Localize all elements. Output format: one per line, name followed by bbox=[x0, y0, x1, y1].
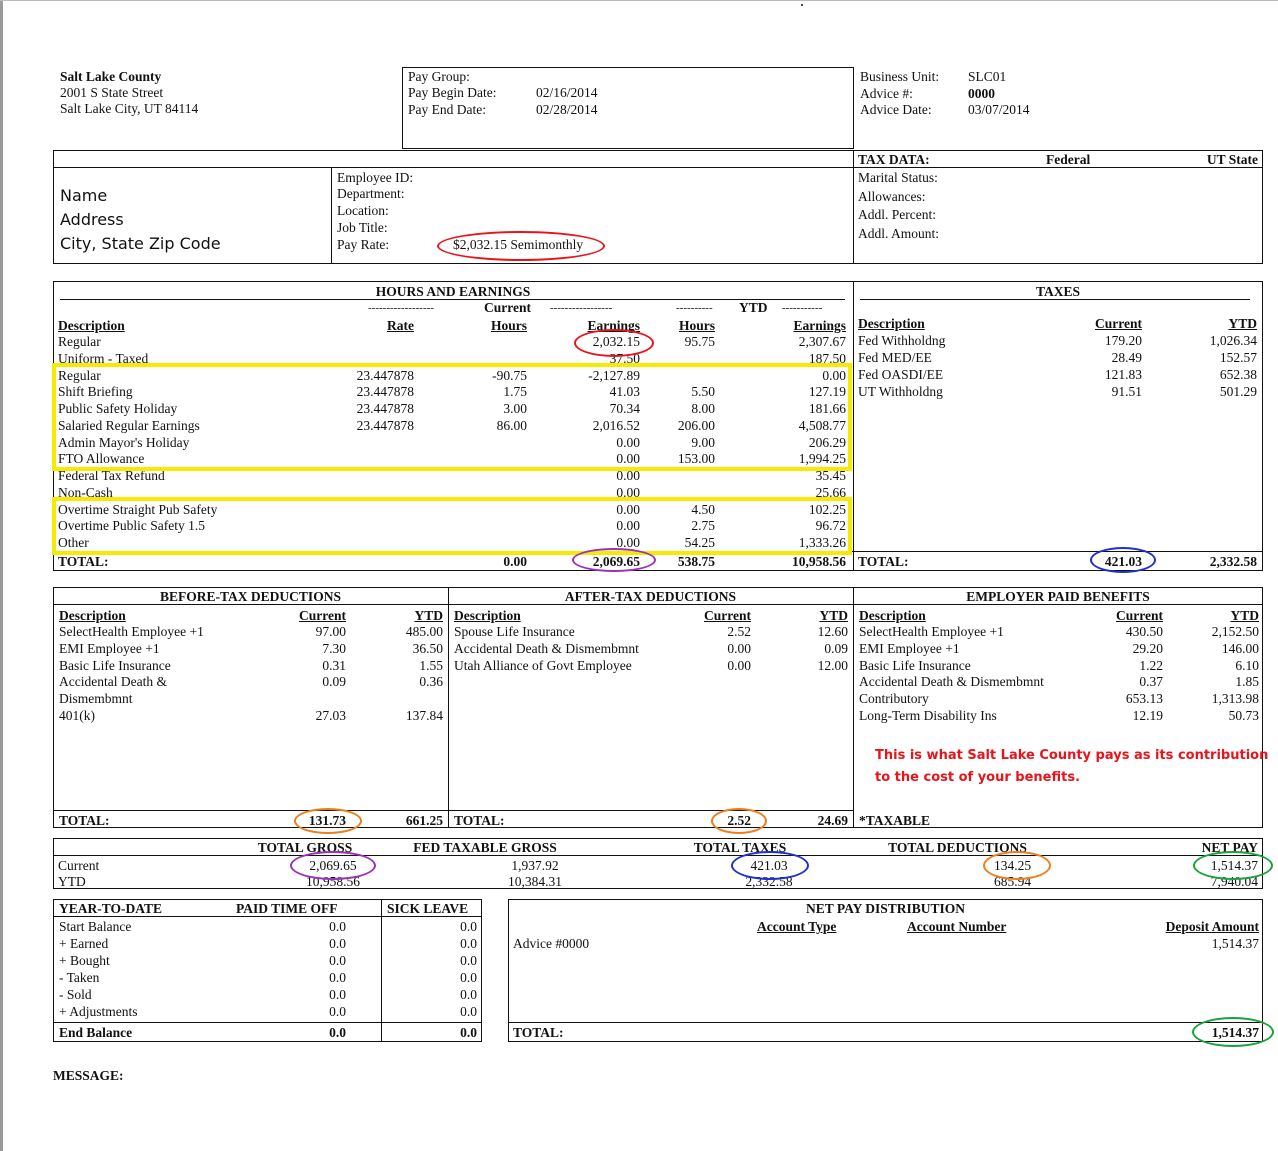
distribution-advice: Advice #0000 bbox=[513, 936, 590, 951]
employee-id-label: Employee ID: bbox=[337, 170, 414, 185]
before-tax-row-cell: 36.50 bbox=[412, 640, 443, 656]
hours-rate-header: Rate bbox=[387, 318, 414, 333]
advice-number: 0000 bbox=[968, 86, 995, 101]
ytd-gross: 10,958.56 bbox=[306, 874, 360, 889]
hours-row-cell: 0.00 bbox=[616, 518, 640, 534]
hours-row-cell: 70.34 bbox=[609, 401, 640, 416]
tax-row-cell: Fed OASDI/EE bbox=[858, 367, 944, 382]
oval-before-tax-total bbox=[294, 808, 362, 834]
leave-row-cell: 0.0 bbox=[329, 1003, 346, 1019]
after-tax-current-header: Current bbox=[704, 608, 751, 623]
after-tax-row-cell: 12.60 bbox=[817, 624, 848, 639]
tax-row-cell: 91.51 bbox=[1111, 384, 1142, 399]
tax-row-cell: 179.20 bbox=[1104, 333, 1142, 348]
hours-row-cell: Other bbox=[58, 535, 89, 550]
before-tax-total-current: 131.73 bbox=[308, 813, 346, 828]
tax-row-cell: 152.57 bbox=[1219, 350, 1257, 365]
hours-row-cell: 86.00 bbox=[496, 417, 527, 433]
net-pay-header: NET PAY bbox=[1201, 840, 1258, 855]
hours-row-cell: 8.00 bbox=[691, 401, 715, 416]
after-tax-row-cell: 12.00 bbox=[817, 657, 848, 673]
ytd-deductions: 685.94 bbox=[993, 874, 1032, 889]
addl-amount-label: Addl. Amount: bbox=[858, 226, 940, 241]
hours-ytd-hours-header: Hours bbox=[678, 318, 715, 333]
taxes-total-label: TOTAL: bbox=[858, 554, 909, 569]
employer-name: Salt Lake County bbox=[60, 69, 162, 84]
summary-current-label: Current bbox=[58, 858, 100, 873]
hours-row-cell: Public Safety Holiday bbox=[58, 401, 178, 416]
leave-row-cell: + Earned bbox=[59, 935, 109, 951]
hours-row-cell: 4.50 bbox=[691, 501, 715, 517]
hours-row-cell: 2,016.52 bbox=[592, 417, 640, 433]
before-tax-title: BEFORE-TAX DEDUCTIONS bbox=[160, 589, 341, 604]
addl-percent-label: Addl. Percent: bbox=[858, 207, 936, 222]
allowances-label: Allowances: bbox=[858, 189, 926, 204]
benefit-row-cell: 6.10 bbox=[1235, 657, 1259, 673]
hours-row-cell: 35.45 bbox=[815, 468, 846, 483]
before-tax-row-cell: 7.30 bbox=[322, 640, 346, 656]
tax-row-cell: Fed Withholdng bbox=[858, 333, 946, 348]
leave-row-cell: 0.0 bbox=[460, 986, 477, 1002]
benefits-note-line2: to the cost of your benefits. bbox=[875, 770, 1081, 785]
leave-pto-header: PAID TIME OFF bbox=[236, 901, 338, 916]
oval-total-taxes bbox=[1090, 547, 1156, 573]
hours-row-cell: 1,994.25 bbox=[798, 451, 846, 467]
business-unit: SLC01 bbox=[968, 69, 1007, 84]
oval-regular-earnings bbox=[574, 329, 654, 357]
hours-row-cell: Non-Cash bbox=[58, 484, 113, 500]
benefit-row-cell: 1.22 bbox=[1139, 657, 1163, 673]
before-tax-row-cell: 1.55 bbox=[419, 657, 443, 673]
leave-row-cell: - Taken bbox=[59, 969, 100, 985]
left-border bbox=[0, 0, 3, 1151]
hours-row-cell: 2,307.67 bbox=[798, 334, 846, 349]
hours-desc-header: Description bbox=[58, 318, 125, 333]
hours-row-cell: 0.00 bbox=[616, 535, 640, 550]
highlight-box-earnings bbox=[52, 363, 852, 471]
leave-row-cell: 0.0 bbox=[329, 952, 346, 968]
oval-deductions bbox=[983, 851, 1051, 880]
advice-label: Advice #: bbox=[860, 86, 913, 101]
hours-row-cell: -2,127.89 bbox=[588, 367, 640, 383]
hours-row-cell: 153.00 bbox=[677, 451, 715, 467]
hours-row-cell: 37.50 bbox=[609, 350, 640, 366]
taxes-total-current: 421.03 bbox=[1104, 554, 1142, 569]
oval-gross bbox=[290, 851, 376, 880]
employee-name: Name bbox=[60, 186, 108, 205]
dashes-c: ---------- bbox=[676, 302, 713, 314]
before-tax-row-cell: SelectHealth Employee +1 bbox=[59, 624, 204, 639]
after-tax-row-cell: 0.00 bbox=[727, 657, 751, 673]
hours-row-cell: 0.00 bbox=[616, 484, 640, 500]
current-fed-taxable: 1,937.92 bbox=[511, 858, 559, 873]
hours-row-cell: 23.447878 bbox=[356, 384, 414, 400]
hours-row-cell: 9.00 bbox=[691, 434, 715, 450]
benefit-row-cell: 1.85 bbox=[1235, 674, 1259, 690]
top-border bbox=[0, 0, 1278, 1]
benefits-desc-header: Description bbox=[859, 608, 926, 623]
leave-row-cell: 0.0 bbox=[329, 969, 346, 985]
hours-row-cell: FTO Allowance bbox=[58, 451, 145, 467]
tax-row-cell: Fed MED/EE bbox=[858, 350, 932, 365]
leave-ytd-header: YEAR-TO-DATE bbox=[59, 901, 163, 916]
leave-end-label: End Balance bbox=[59, 1025, 133, 1040]
total-taxes-header: TOTAL TAXES bbox=[693, 840, 787, 855]
tax-row-cell: 652.38 bbox=[1219, 367, 1257, 382]
hours-row-cell: 25.66 bbox=[815, 484, 846, 500]
leave-row-cell: 0.0 bbox=[329, 935, 346, 951]
leave-row-cell: 0.0 bbox=[329, 986, 346, 1002]
hours-row-cell: 23.447878 bbox=[356, 367, 414, 383]
hours-row-cell: 181.66 bbox=[808, 401, 846, 416]
oval-taxes bbox=[731, 851, 809, 880]
pay-rate-value: $2,032.15 Semimonthly bbox=[453, 237, 584, 252]
after-tax-ytd-header: YTD bbox=[819, 608, 848, 623]
summary-ytd-label: YTD bbox=[58, 874, 86, 889]
hours-row-cell: Overtime Public Safety 1.5 bbox=[58, 518, 205, 534]
hours-row-cell: 0.00 bbox=[616, 468, 640, 483]
tax-row-cell: 501.29 bbox=[1219, 384, 1257, 399]
taxable-note: *TAXABLE bbox=[859, 813, 931, 828]
leave-row-cell: 0.0 bbox=[460, 1003, 477, 1019]
after-tax-total-ytd: 24.69 bbox=[817, 813, 848, 828]
pay-end-label: Pay End Date: bbox=[408, 102, 486, 117]
hours-current-label: Current bbox=[484, 300, 531, 315]
benefit-row-cell: Accidental Death & Dismembmnt bbox=[859, 674, 1044, 690]
before-tax-row-cell: Accidental Death & bbox=[59, 674, 167, 690]
hours-row-cell: 2,032.15 bbox=[592, 334, 640, 349]
hours-earnings-header: Earnings bbox=[587, 318, 640, 333]
hours-row-cell: Admin Mayor's Holiday bbox=[58, 434, 190, 450]
business-unit-label: Business Unit: bbox=[860, 69, 940, 84]
before-tax-row-cell: 137.84 bbox=[405, 708, 443, 723]
hours-row-cell: 23.447878 bbox=[356, 401, 414, 416]
oval-distribution-total bbox=[1192, 1017, 1274, 1047]
before-tax-row-cell: 0.31 bbox=[322, 657, 346, 673]
tax-state-label: UT State bbox=[1206, 152, 1258, 167]
employer-benefits-title: EMPLOYER PAID BENEFITS bbox=[966, 589, 1150, 604]
leave-end-sick: 0.0 bbox=[460, 1025, 477, 1040]
benefit-row-cell: 29.20 bbox=[1132, 640, 1163, 656]
after-tax-title: AFTER-TAX DEDUCTIONS bbox=[564, 589, 737, 604]
hours-row-cell: 127.19 bbox=[808, 384, 846, 400]
hours-row-cell: 96.72 bbox=[815, 518, 846, 534]
benefit-row-cell: SelectHealth Employee +1 bbox=[859, 624, 1004, 639]
tax-federal-label: Federal bbox=[1046, 152, 1091, 167]
after-tax-row-cell: Accidental Death & Dismembmnt bbox=[454, 640, 639, 656]
hours-row-cell: 4,508.77 bbox=[798, 417, 846, 433]
taxes-title: TAXES bbox=[1035, 284, 1080, 299]
distribution-amount: 1,514.37 bbox=[1211, 936, 1259, 951]
current-net-pay: 1,514.37 bbox=[1210, 858, 1258, 873]
hours-row-cell: 5.50 bbox=[691, 384, 715, 400]
tax-row-cell: UT Withholdng bbox=[858, 384, 943, 399]
hours-ytd-earnings-header: Earnings bbox=[793, 318, 846, 333]
hours-row-cell: Salaried Regular Earnings bbox=[58, 417, 200, 433]
before-tax-row-cell: 401(k) bbox=[59, 708, 95, 723]
taxes-ytd-header: YTD bbox=[1228, 316, 1257, 331]
benefits-ytd-header: YTD bbox=[1230, 608, 1259, 623]
before-tax-current-header: Current bbox=[299, 608, 346, 623]
after-tax-row-cell: 0.00 bbox=[727, 640, 751, 656]
tax-row-cell: 121.83 bbox=[1104, 367, 1142, 382]
hours-total-ytd-hours: 538.75 bbox=[677, 554, 715, 569]
hours-row-cell: Regular bbox=[58, 334, 101, 349]
employer-street: 2001 S State Street bbox=[60, 85, 164, 100]
benefit-row-cell: 430.50 bbox=[1125, 624, 1163, 639]
highlight-box-overtime bbox=[52, 497, 852, 555]
advice-date-label: Advice Date: bbox=[860, 102, 932, 117]
leave-row-cell: 0.0 bbox=[460, 935, 477, 951]
distribution-total: 1,514.37 bbox=[1211, 1025, 1259, 1040]
benefit-row-cell: 50.73 bbox=[1228, 708, 1259, 723]
total-deductions-header: TOTAL DEDUCTIONS bbox=[888, 840, 1027, 855]
hours-ytd-label: YTD bbox=[739, 300, 768, 315]
tax-row-cell: 28.49 bbox=[1111, 350, 1142, 365]
leave-row-cell: + Adjustments bbox=[59, 1003, 138, 1019]
after-tax-total-label: TOTAL: bbox=[454, 813, 505, 828]
hours-row-cell: 23.447878 bbox=[356, 417, 414, 433]
before-tax-desc-header: Description bbox=[59, 608, 126, 623]
after-tax-desc-header: Description bbox=[454, 608, 521, 623]
hours-row-cell: 0.00 bbox=[616, 451, 640, 467]
taxes-desc-header: Description bbox=[858, 316, 925, 331]
after-tax-total-current: 2.52 bbox=[727, 813, 751, 828]
account-type-header: Account Type bbox=[757, 919, 837, 934]
location-label: Location: bbox=[337, 203, 389, 218]
leave-end-pto: 0.0 bbox=[329, 1025, 346, 1040]
employee-address: Address bbox=[60, 210, 124, 229]
benefit-row-cell: Long-Term Disability Ins bbox=[859, 708, 997, 723]
before-tax-row-cell: 27.03 bbox=[315, 708, 346, 723]
advice-date: 03/07/2014 bbox=[968, 102, 1030, 117]
after-tax-row-cell: Spouse Life Insurance bbox=[454, 624, 575, 639]
department-label: Department: bbox=[337, 186, 405, 201]
leave-row-cell: 0.0 bbox=[460, 969, 477, 985]
after-tax-row-cell: Utah Alliance of Govt Employee bbox=[454, 657, 632, 673]
ytd-taxes: 2,332.58 bbox=[745, 874, 793, 889]
hours-total-ytd-earnings: 10,958.56 bbox=[792, 554, 846, 569]
pay-end-date: 02/28/2014 bbox=[536, 102, 598, 117]
tax-row-cell: 1,026.34 bbox=[1209, 333, 1257, 348]
hours-hours-header: Hours bbox=[490, 318, 527, 333]
hours-row-cell: Federal Tax Refund bbox=[58, 468, 165, 483]
message-label: MESSAGE: bbox=[53, 1068, 124, 1083]
fed-taxable-header: FED TAXABLE GROSS bbox=[413, 840, 557, 855]
hours-row-cell: 102.25 bbox=[808, 501, 846, 517]
benefit-row-cell: 653.13 bbox=[1125, 691, 1163, 707]
hours-row-cell: 206.00 bbox=[677, 417, 715, 433]
benefit-row-cell: EMI Employee +1 bbox=[859, 640, 960, 656]
benefit-row-cell: Basic Life Insurance bbox=[859, 657, 971, 673]
ytd-fed-taxable: 10,384.31 bbox=[508, 874, 562, 889]
oval-pay-rate bbox=[437, 231, 605, 261]
pay-group-label: Pay Group: bbox=[408, 69, 470, 84]
total-gross-header: TOTAL GROSS bbox=[257, 840, 353, 855]
benefit-row-cell: 2,152.50 bbox=[1211, 624, 1259, 639]
current-gross: 2,069.65 bbox=[309, 858, 357, 873]
hours-row-cell: 206.29 bbox=[808, 434, 846, 450]
hours-row-cell: 0.00 bbox=[616, 434, 640, 450]
oval-total-earnings bbox=[572, 548, 656, 572]
current-deductions: 134.25 bbox=[993, 858, 1032, 873]
hours-total-label: TOTAL: bbox=[58, 554, 109, 569]
before-tax-row-cell: 97.00 bbox=[315, 624, 346, 639]
distribution-title: NET PAY DISTRIBUTION bbox=[805, 901, 966, 916]
hours-total-hours: 0.00 bbox=[503, 554, 527, 569]
before-tax-row-cell: EMI Employee +1 bbox=[59, 640, 160, 656]
before-tax-row-cell: Basic Life Insurance bbox=[59, 657, 171, 673]
leave-sick-header: SICK LEAVE bbox=[387, 901, 469, 916]
hours-title: HOURS AND EARNINGS bbox=[375, 284, 531, 299]
before-tax-ytd-header: YTD bbox=[414, 608, 443, 623]
benefit-row-cell: Contributory bbox=[859, 691, 929, 707]
hours-row-cell: 41.03 bbox=[609, 384, 640, 400]
deposit-amount-header: Deposit Amount bbox=[1165, 919, 1259, 934]
hours-row-cell: 1,333.26 bbox=[798, 535, 846, 550]
hours-row-cell: 1.75 bbox=[503, 384, 527, 400]
hours-row-cell: Overtime Straight Pub Safety bbox=[58, 501, 218, 517]
before-tax-row-cell: 0.36 bbox=[419, 674, 443, 690]
marital-status-label: Marital Status: bbox=[858, 170, 938, 185]
leave-row-cell: - Sold bbox=[59, 986, 92, 1002]
pay-begin-label: Pay Begin Date: bbox=[408, 85, 497, 100]
hours-row-cell: 0.00 bbox=[822, 367, 846, 383]
leave-row-cell: 0.0 bbox=[460, 952, 477, 968]
stray-dot bbox=[801, 4, 803, 6]
leave-row-cell: Start Balance bbox=[59, 919, 132, 934]
after-tax-row-cell: 2.52 bbox=[727, 624, 751, 639]
benefit-row-cell: 12.19 bbox=[1132, 708, 1163, 723]
leave-row-cell: 0.0 bbox=[460, 919, 477, 934]
hours-row-cell: 3.00 bbox=[503, 401, 527, 416]
leave-row-cell: 0.0 bbox=[329, 919, 346, 934]
hours-row-cell: Regular bbox=[58, 367, 101, 383]
distribution-total-label: TOTAL: bbox=[513, 1025, 564, 1040]
job-title-label: Job Title: bbox=[337, 220, 388, 235]
hours-row-cell: 2.75 bbox=[691, 518, 715, 534]
before-tax-total-label: TOTAL: bbox=[59, 813, 110, 828]
benefit-row-cell: 146.00 bbox=[1221, 640, 1259, 656]
oval-net-pay bbox=[1193, 851, 1273, 880]
taxes-total-ytd: 2,332.58 bbox=[1209, 554, 1257, 569]
hours-row-cell: Shift Briefing bbox=[58, 384, 133, 400]
before-tax-row-cell: 0.09 bbox=[322, 674, 346, 690]
tax-data-title: TAX DATA: bbox=[858, 152, 930, 167]
before-tax-row-cell: 485.00 bbox=[405, 624, 443, 639]
hours-row-cell: Uniform - Taxed bbox=[58, 350, 149, 366]
hours-row-cell: 187.50 bbox=[808, 350, 846, 366]
benefits-note-line1: This is what Salt Lake County pays as its contribution bbox=[875, 748, 1269, 763]
hours-row-cell: 0.00 bbox=[616, 501, 640, 517]
before-tax-row-cell: Dismembmnt bbox=[59, 691, 133, 707]
hours-row-cell: -90.75 bbox=[492, 367, 527, 383]
pay-rate-label: Pay Rate: bbox=[337, 237, 390, 252]
benefit-row-cell: 1,313.98 bbox=[1211, 691, 1259, 707]
taxes-current-header: Current bbox=[1095, 316, 1142, 331]
ytd-net-pay: 7,940.04 bbox=[1210, 874, 1258, 889]
hours-row-cell: 54.25 bbox=[684, 535, 715, 550]
current-taxes: 421.03 bbox=[750, 858, 788, 873]
hours-row-cell: 95.75 bbox=[684, 334, 715, 349]
dashes-b: ----------------- bbox=[550, 302, 613, 314]
hours-total-earnings: 2,069.65 bbox=[592, 554, 640, 569]
benefit-row-cell: 0.37 bbox=[1139, 674, 1163, 690]
benefits-current-header: Current bbox=[1116, 608, 1163, 623]
employee-city: City, State Zip Code bbox=[60, 234, 221, 253]
oval-after-tax-total bbox=[711, 808, 767, 834]
after-tax-row-cell: 0.09 bbox=[824, 640, 848, 656]
dashes-a: ------------------ bbox=[368, 302, 434, 314]
dashes-d: ----------- bbox=[782, 302, 823, 314]
leave-row-cell: + Bought bbox=[59, 952, 110, 968]
account-number-header: Account Number bbox=[907, 919, 1007, 934]
pay-begin-date: 02/16/2014 bbox=[536, 85, 598, 100]
employer-city: Salt Lake City, UT 84114 bbox=[60, 101, 199, 116]
before-tax-total-ytd: 661.25 bbox=[405, 813, 443, 828]
